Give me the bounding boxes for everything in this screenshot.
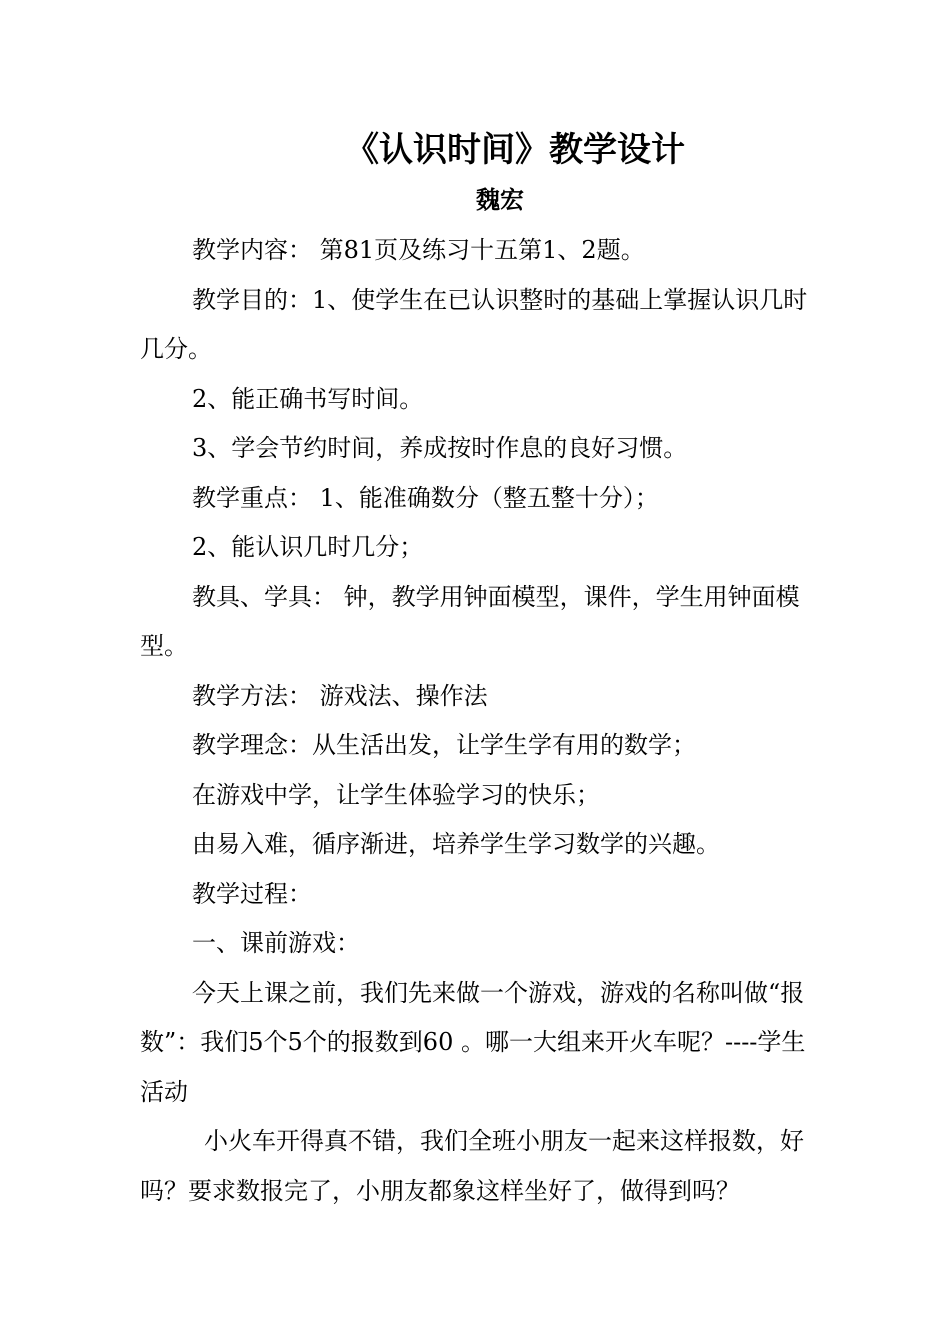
- document-author: 魏宏: [476, 185, 524, 214]
- paragraph-teaching-goal: 教学目的：1、使学生在已认识整时的基础上掌握认识几时几分。: [140, 285, 808, 363]
- document-title: 《认识时间》教学设计: [345, 130, 685, 170]
- paragraph-section-one: 一、课前游戏：: [192, 929, 360, 957]
- paragraph-concept-2: 在游戏中学，让学生体验学习的快乐；: [192, 780, 600, 809]
- paragraph-concept-3: 由易入难，循序渐进，培养学生学习数学的兴趣。: [192, 830, 720, 858]
- paragraph-train-praise: 小火车开得真不错，我们全班小朋友一起来这样报数，好吗？要求数报完了，小朋友都象这样坐好了，做得到吗？: [140, 1127, 804, 1205]
- paragraph-key-point-2: 2、能认识几时几分；: [192, 533, 424, 561]
- paragraph-key-points: 教学重点： 1、能准确数分（整五整十分）；: [192, 483, 659, 512]
- paragraph-goal-3: 3、学会节约时间，养成按时作息的良好习惯。: [192, 434, 688, 462]
- paragraph-teaching-method: 教学方法： 游戏法、操作法: [192, 681, 488, 710]
- paragraph-teaching-tools: 教具、学具： 钟，教学用钟面模型，课件，学生用钟面模型。: [140, 582, 800, 660]
- paragraph-teaching-content: 教学内容： 第81页及练习十五第1、2题。: [192, 236, 645, 264]
- paragraph-goal-2: 2、能正确书写时间。: [192, 384, 424, 413]
- paragraph-game-intro: 今天上课之前，我们先来做一个游戏，游戏的名称叫做“报数”：我们5个5个的报数到60 。哪一大组来开火车呢？----学生活动: [140, 978, 806, 1106]
- paragraph-teaching-concept: 教学理念：从生活出发，让学生学有用的数学；: [192, 731, 696, 759]
- paragraph-teaching-process: 教学过程：: [192, 879, 312, 908]
- document-body: [140, 226, 814, 1216]
